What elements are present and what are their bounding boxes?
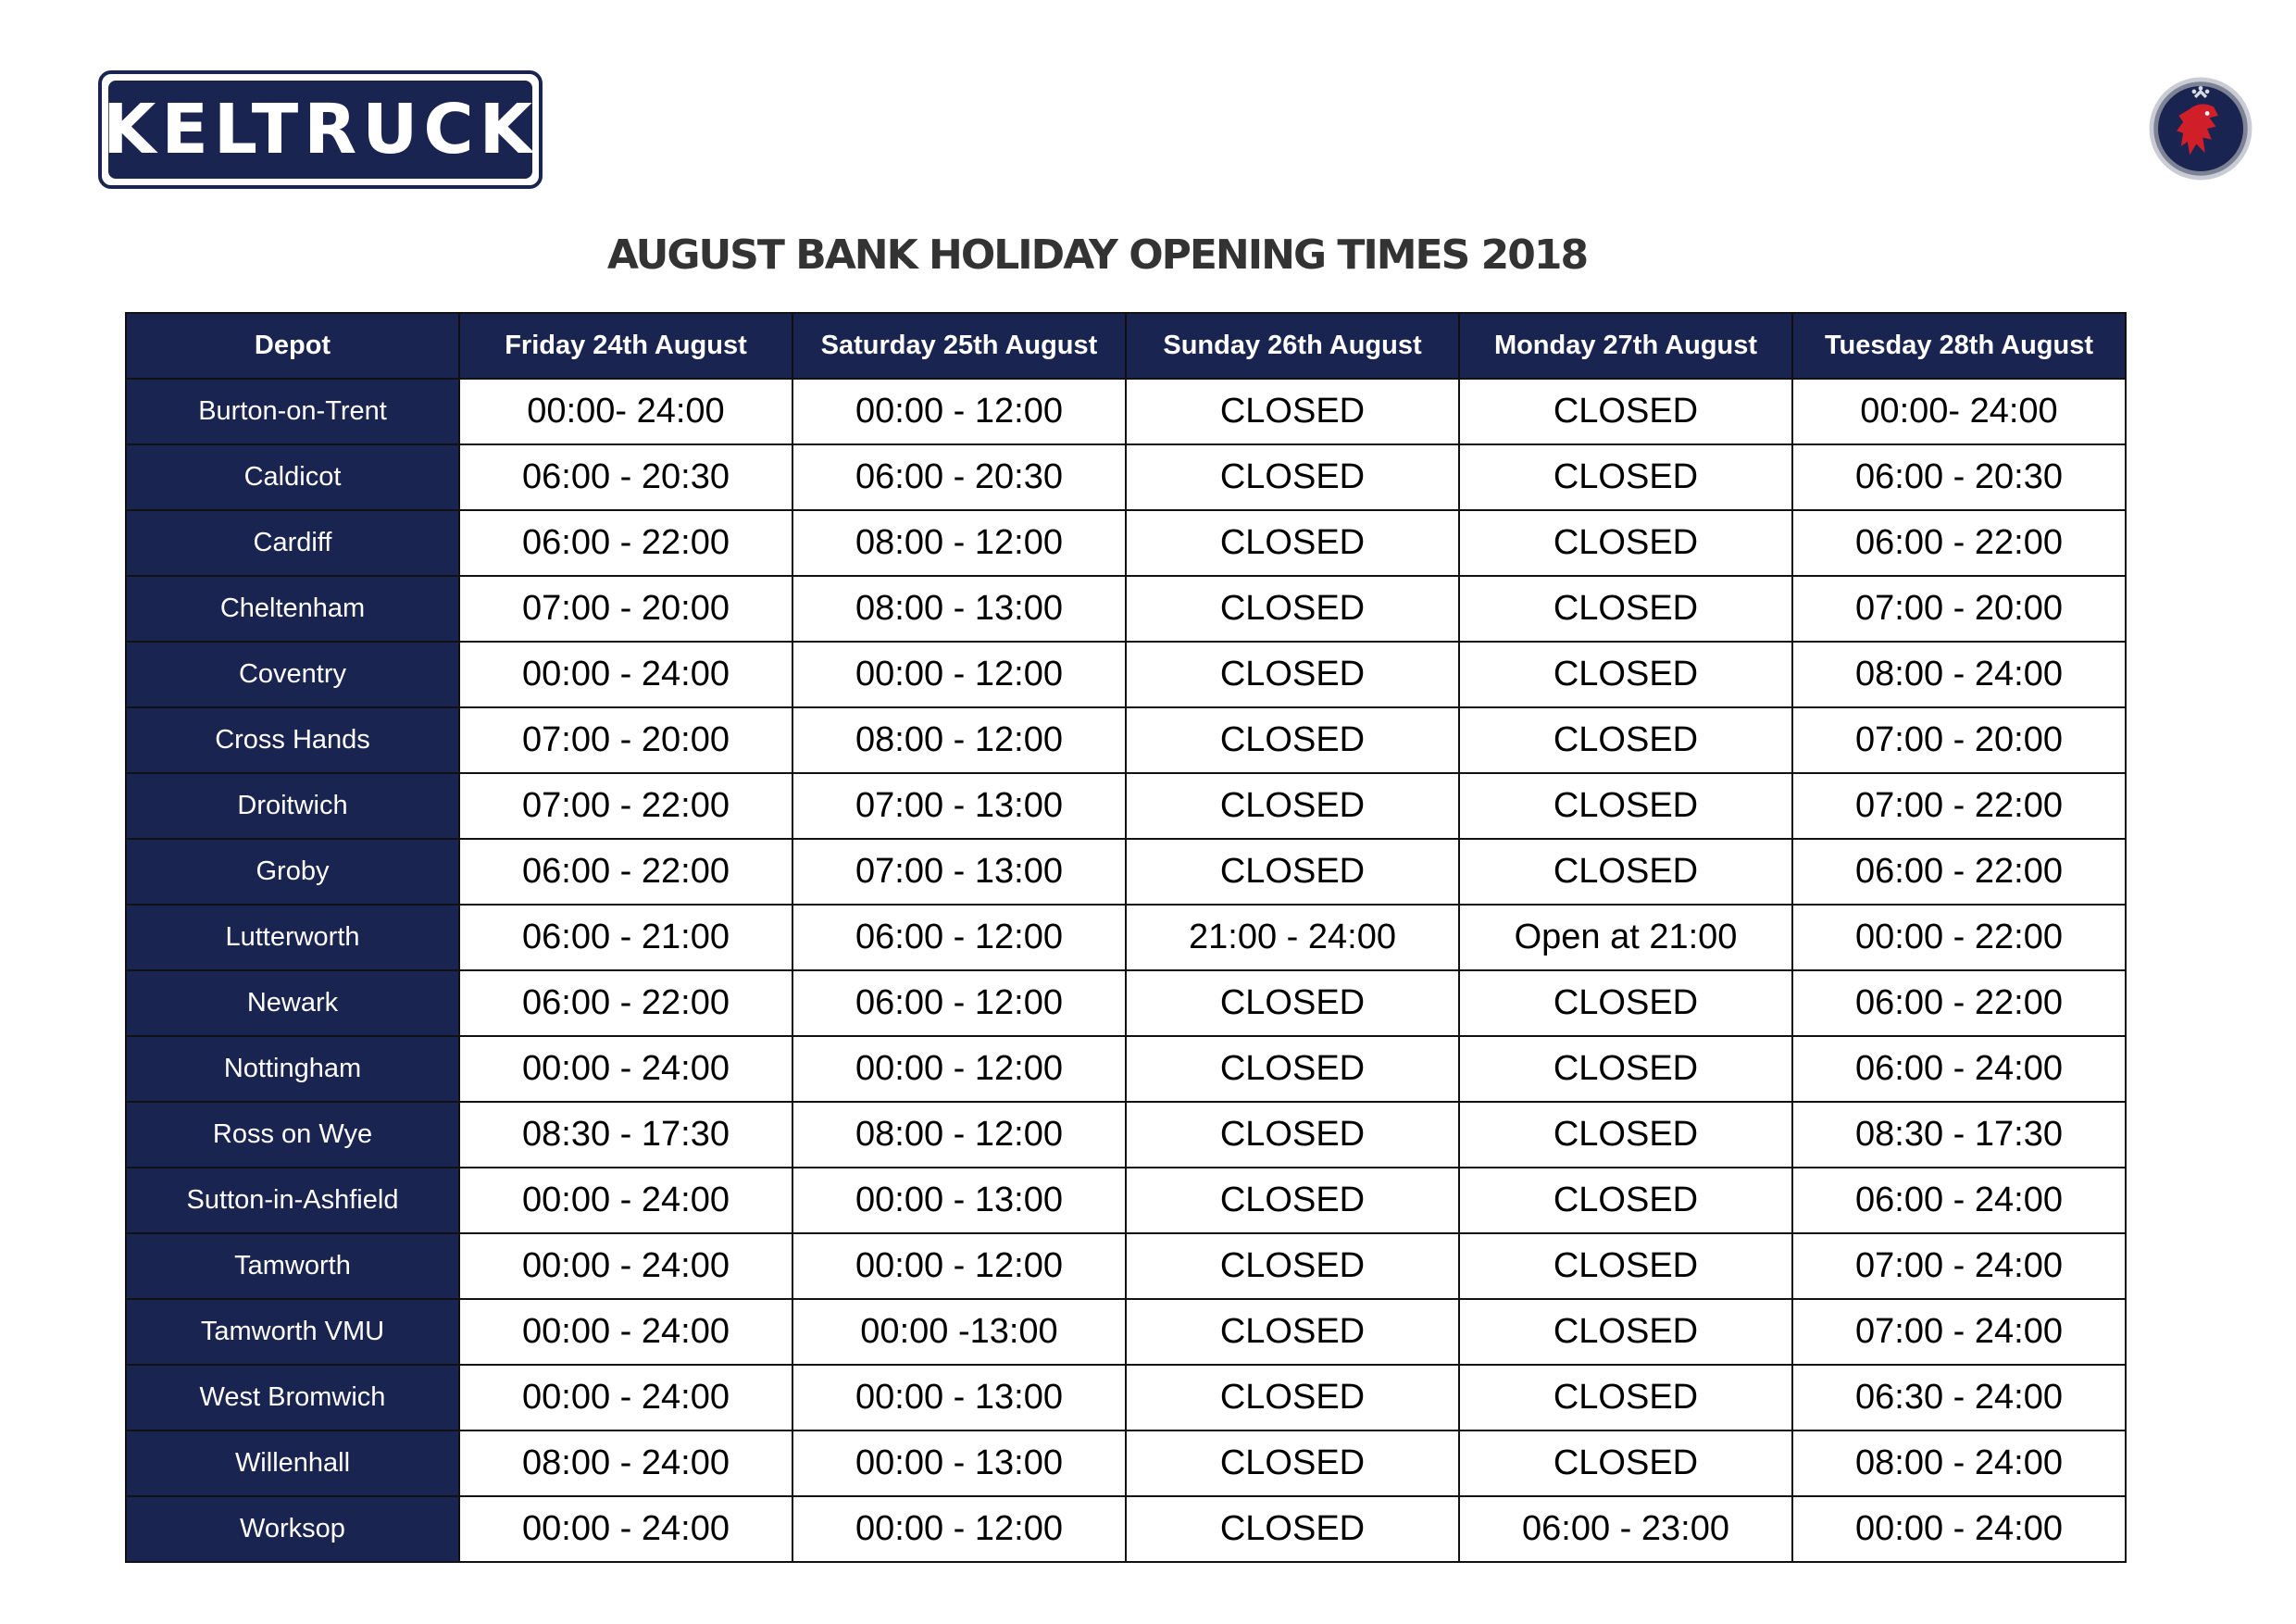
tuesday-hours: 06:30 - 24:00 xyxy=(1792,1365,2126,1430)
header-depot: Depot xyxy=(126,313,459,379)
monday-hours: CLOSED xyxy=(1459,1430,1792,1496)
monday-hours: CLOSED xyxy=(1459,707,1792,773)
tuesday-hours: 07:00 - 22:00 xyxy=(1792,773,2126,839)
friday-hours: 06:00 - 21:00 xyxy=(459,905,792,970)
table-row xyxy=(126,773,2126,839)
tuesday-hours: 07:00 - 20:00 xyxy=(1792,576,2126,642)
saturday-hours: 06:00 - 12:00 xyxy=(792,970,1126,1036)
friday-hours: 06:00 - 22:00 xyxy=(459,510,792,576)
tuesday-hours: 08:30 - 17:30 xyxy=(1792,1102,2126,1168)
depot-name: Tamworth VMU xyxy=(126,1299,459,1365)
sunday-hours: CLOSED xyxy=(1126,444,1459,510)
sunday-hours: CLOSED xyxy=(1126,576,1459,642)
header-tuesday: Tuesday 28th August xyxy=(1792,313,2126,379)
saturday-hours: 00:00 - 12:00 xyxy=(792,1233,1126,1299)
header-sunday: Sunday 26th August xyxy=(1126,313,1459,379)
friday-hours: 00:00 - 24:00 xyxy=(459,1299,792,1365)
tuesday-hours: 08:00 - 24:00 xyxy=(1792,1430,2126,1496)
friday-hours: 00:00- 24:00 xyxy=(459,379,792,444)
depot-name: Coventry xyxy=(126,642,459,707)
sunday-hours: CLOSED xyxy=(1126,1496,1459,1562)
saturday-hours: 08:00 - 13:00 xyxy=(792,576,1126,642)
sunday-hours: CLOSED xyxy=(1126,1430,1459,1496)
friday-hours: 06:00 - 22:00 xyxy=(459,970,792,1036)
tuesday-hours: 00:00 - 24:00 xyxy=(1792,1496,2126,1562)
sunday-hours: CLOSED xyxy=(1126,642,1459,707)
table-row xyxy=(126,905,2126,970)
table-row xyxy=(126,1299,2126,1365)
sunday-hours: 21:00 - 24:00 xyxy=(1126,905,1459,970)
depot-name: Droitwich xyxy=(126,773,459,839)
tuesday-hours: 06:00 - 22:00 xyxy=(1792,510,2126,576)
saturday-hours: 08:00 - 12:00 xyxy=(792,707,1126,773)
friday-hours: 00:00 - 24:00 xyxy=(459,1036,792,1102)
sunday-hours: CLOSED xyxy=(1126,1102,1459,1168)
friday-hours: 00:00 - 24:00 xyxy=(459,1168,792,1233)
saturday-hours: 08:00 - 12:00 xyxy=(792,1102,1126,1168)
sunday-hours: CLOSED xyxy=(1126,970,1459,1036)
monday-hours: CLOSED xyxy=(1459,1233,1792,1299)
monday-hours: CLOSED xyxy=(1459,839,1792,905)
saturday-hours: 00:00 - 12:00 xyxy=(792,1036,1126,1102)
monday-hours: CLOSED xyxy=(1459,444,1792,510)
tuesday-hours: 06:00 - 24:00 xyxy=(1792,1168,2126,1233)
header-friday: Friday 24th August xyxy=(459,313,792,379)
depot-name: Nottingham xyxy=(126,1036,459,1102)
tuesday-hours: 06:00 - 24:00 xyxy=(1792,1036,2126,1102)
table-row xyxy=(126,1496,2126,1562)
sunday-hours: CLOSED xyxy=(1126,707,1459,773)
friday-hours: 07:00 - 20:00 xyxy=(459,707,792,773)
depot-name: Burton-on-Trent xyxy=(126,379,459,444)
table-header-row xyxy=(126,313,2126,379)
monday-hours: CLOSED xyxy=(1459,1036,1792,1102)
tuesday-hours: 00:00 - 22:00 xyxy=(1792,905,2126,970)
saturday-hours: 00:00 - 13:00 xyxy=(792,1365,1126,1430)
sunday-hours: CLOSED xyxy=(1126,510,1459,576)
table-row xyxy=(126,1036,2126,1102)
depot-name: Sutton-in-Ashfield xyxy=(126,1168,459,1233)
table-row xyxy=(126,444,2126,510)
saturday-hours: 07:00 - 13:00 xyxy=(792,839,1126,905)
sunday-hours: CLOSED xyxy=(1126,1233,1459,1299)
sunday-hours: CLOSED xyxy=(1126,839,1459,905)
table-row xyxy=(126,642,2126,707)
monday-hours: CLOSED xyxy=(1459,1102,1792,1168)
friday-hours: 06:00 - 22:00 xyxy=(459,839,792,905)
table-row xyxy=(126,510,2126,576)
tuesday-hours: 06:00 - 22:00 xyxy=(1792,970,2126,1036)
saturday-hours: 00:00 - 12:00 xyxy=(792,642,1126,707)
monday-hours: Open at 21:00 xyxy=(1459,905,1792,970)
logo-plate xyxy=(103,81,538,179)
monday-hours: CLOSED xyxy=(1459,379,1792,444)
sunday-hours: CLOSED xyxy=(1126,1299,1459,1365)
saturday-hours: 00:00 - 12:00 xyxy=(792,1496,1126,1562)
friday-hours: 00:00 - 24:00 xyxy=(459,1365,792,1430)
tuesday-hours: 00:00- 24:00 xyxy=(1792,379,2126,444)
table-row xyxy=(126,1102,2126,1168)
friday-hours: 08:30 - 17:30 xyxy=(459,1102,792,1168)
griffin-emblem-icon xyxy=(2146,74,2255,183)
friday-hours: 07:00 - 22:00 xyxy=(459,773,792,839)
depot-name: Cheltenham xyxy=(126,576,459,642)
tuesday-hours: 07:00 - 24:00 xyxy=(1792,1233,2126,1299)
sunday-hours: CLOSED xyxy=(1126,1036,1459,1102)
tuesday-hours: 06:00 - 20:30 xyxy=(1792,444,2126,510)
monday-hours: CLOSED xyxy=(1459,1299,1792,1365)
saturday-hours: 00:00 - 13:00 xyxy=(792,1430,1126,1496)
table-row xyxy=(126,970,2126,1036)
table-row xyxy=(126,1430,2126,1496)
header-saturday: Saturday 25th August xyxy=(792,313,1126,379)
friday-hours: 00:00 - 24:00 xyxy=(459,642,792,707)
sunday-hours: CLOSED xyxy=(1126,1168,1459,1233)
saturday-hours: 00:00 - 12:00 xyxy=(792,379,1126,444)
monday-hours: 06:00 - 23:00 xyxy=(1459,1496,1792,1562)
monday-hours: CLOSED xyxy=(1459,510,1792,576)
logo-text: KELTRUCK xyxy=(103,90,538,169)
monday-hours: CLOSED xyxy=(1459,1365,1792,1430)
sunday-hours: CLOSED xyxy=(1126,379,1459,444)
opening-times-table xyxy=(125,312,2127,1563)
header-monday: Monday 27th August xyxy=(1459,313,1792,379)
depot-name: Caldicot xyxy=(126,444,459,510)
depot-name: Worksop xyxy=(126,1496,459,1562)
friday-hours: 00:00 - 24:00 xyxy=(459,1496,792,1562)
saturday-hours: 00:00 - 13:00 xyxy=(792,1168,1126,1233)
table-row xyxy=(126,379,2126,444)
depot-name: Groby xyxy=(126,839,459,905)
monday-hours: CLOSED xyxy=(1459,970,1792,1036)
depot-name: Willenhall xyxy=(126,1430,459,1496)
depot-name: Cardiff xyxy=(126,510,459,576)
keltruck-logo xyxy=(98,70,543,189)
monday-hours: CLOSED xyxy=(1459,642,1792,707)
depot-name: Ross on Wye xyxy=(126,1102,459,1168)
table-row xyxy=(126,1168,2126,1233)
sunday-hours: CLOSED xyxy=(1126,773,1459,839)
tuesday-hours: 06:00 - 22:00 xyxy=(1792,839,2126,905)
monday-hours: CLOSED xyxy=(1459,1168,1792,1233)
friday-hours: 06:00 - 20:30 xyxy=(459,444,792,510)
tuesday-hours: 07:00 - 20:00 xyxy=(1792,707,2126,773)
monday-hours: CLOSED xyxy=(1459,576,1792,642)
saturday-hours: 08:00 - 12:00 xyxy=(792,510,1126,576)
friday-hours: 07:00 - 20:00 xyxy=(459,576,792,642)
table-row xyxy=(126,576,2126,642)
saturday-hours: 07:00 - 13:00 xyxy=(792,773,1126,839)
table-row xyxy=(126,839,2126,905)
table-row xyxy=(126,1365,2126,1430)
sunday-hours: CLOSED xyxy=(1126,1365,1459,1430)
saturday-hours: 06:00 - 12:00 xyxy=(792,905,1126,970)
table-row xyxy=(126,707,2126,773)
saturday-hours: 06:00 - 20:30 xyxy=(792,444,1126,510)
depot-name: Newark xyxy=(126,970,459,1036)
page-title: AUGUST BANK HOLIDAY OPENING TIMES 2018 xyxy=(606,231,1588,279)
friday-hours: 00:00 - 24:00 xyxy=(459,1233,792,1299)
monday-hours: CLOSED xyxy=(1459,773,1792,839)
friday-hours: 08:00 - 24:00 xyxy=(459,1430,792,1496)
tuesday-hours: 08:00 - 24:00 xyxy=(1792,642,2126,707)
depot-name: West Bromwich xyxy=(126,1365,459,1430)
depot-name: Tamworth xyxy=(126,1233,459,1299)
depot-name: Cross Hands xyxy=(126,707,459,773)
tuesday-hours: 07:00 - 24:00 xyxy=(1792,1299,2126,1365)
depot-name: Lutterworth xyxy=(126,905,459,970)
table-row xyxy=(126,1233,2126,1299)
saturday-hours: 00:00 -13:00 xyxy=(792,1299,1126,1365)
